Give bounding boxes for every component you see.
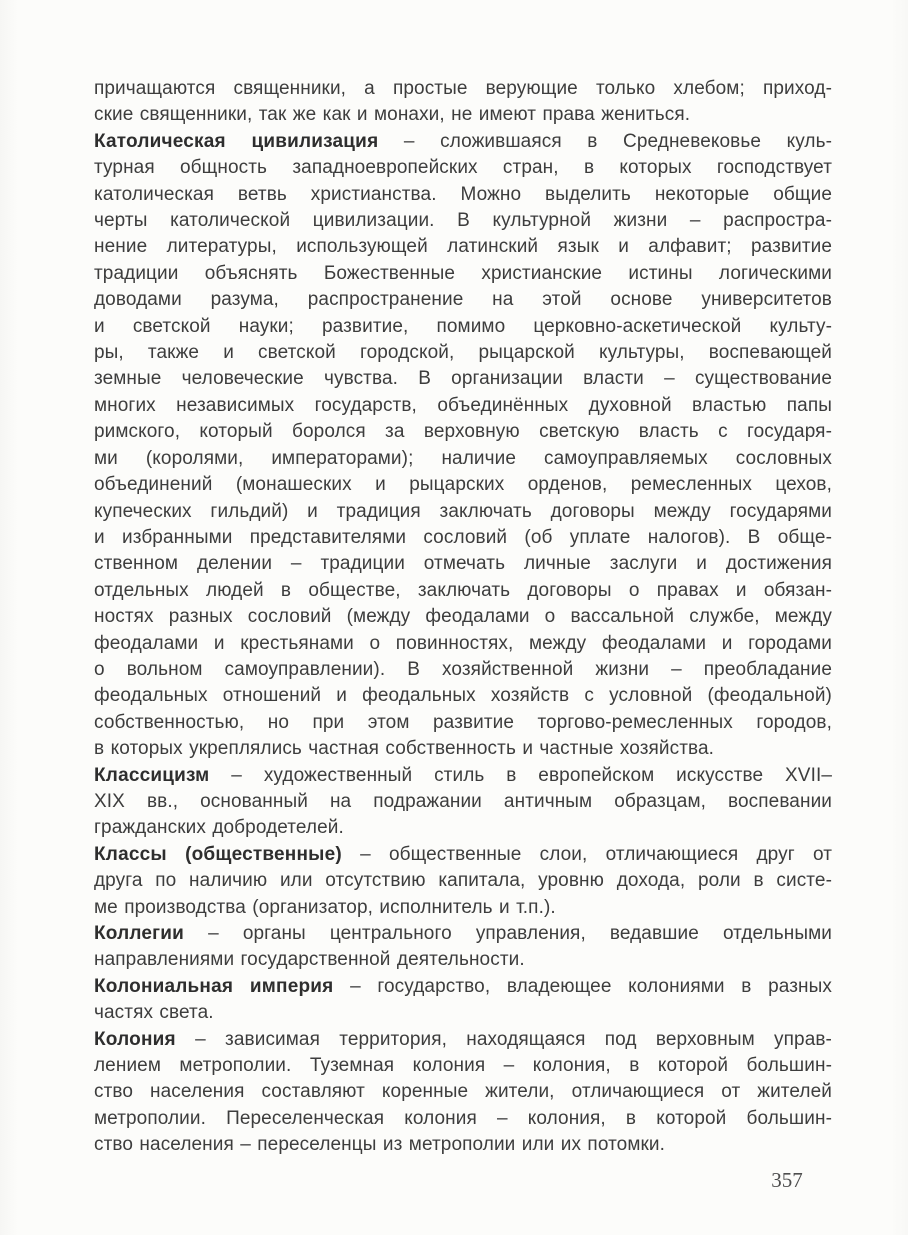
text-line: нение литературы, использующей латинский язык и алфавит; развитие (94, 236, 832, 258)
glossary-term: Классицизм (94, 764, 210, 786)
text-line: турная общность западноевропейских стран, в которых господствует (94, 157, 832, 179)
text-line: феодальных отношений и феодальных хозяйств с условной (феодальной) (94, 685, 832, 707)
text-line: XIX вв., основанный на подражании античным образцам, воспевании (94, 790, 832, 812)
text-line: частях света. (94, 1002, 214, 1024)
text-line: Католическая цивилизация – сложившаяся в Средневековье куль- (94, 130, 832, 152)
glossary-term: Католическая цивилизация (94, 130, 379, 152)
text-line: феодалами и крестьянами о повинностях, между феодалами и городами (94, 632, 832, 654)
glossary-text-block (94, 76, 832, 1159)
text-line: в которых укреплялись частная собственность и частные хозяйства. (94, 738, 715, 760)
text-line: друга по наличию или отсутствию капитала, уровню дохода, роли в систе- (94, 870, 832, 892)
text-line: и светской науки; развитие, помимо церковно-аскетической культу- (94, 315, 832, 337)
text-line: метрополии. Переселенческая колония – колония, в которой большин- (94, 1107, 832, 1129)
text-line: Классицизм – художественный стиль в европейском искусстве XVII– (94, 764, 832, 786)
text-line: ры, также и светской городской, рыцарской культуры, воспевающей (94, 342, 832, 364)
text-line: ственном делении – традиции отмечать личные заслуги и достижения (94, 553, 832, 575)
page-number: 357 (771, 1168, 803, 1192)
text-line: собственностью, но при этом развитие торгово-ремесленных городов, (94, 711, 832, 733)
glossary-term: Классы (общественные) (94, 843, 342, 865)
text-line: ство населения составляют коренные жители, отличающиеся от жителей (94, 1081, 832, 1103)
text-line: ми (королями, императорами); наличие самоуправляемых сословных (94, 447, 832, 469)
text-line: о вольном самоуправлении). В хозяйственной жизни – преобладание (94, 658, 832, 680)
text-line: гражданских добродетелей. (94, 817, 344, 839)
text-line: ме производства (организатор, исполнитель и т.п.). (94, 896, 556, 918)
text-line: объединений (монашеских и рыцарских орденов, ремесленных цехов, (94, 474, 832, 496)
text-line: черты католической цивилизации. В культурной жизни – распростра- (94, 210, 832, 232)
text-line: направлениями государственной деятельности. (94, 949, 525, 971)
text-line: доводами разума, распространение на этой основе университетов (94, 289, 832, 311)
text-line: Колония – зависимая территория, находящаяся под верховным управ- (94, 1028, 832, 1050)
text-line: земные человеческие чувства. В организации власти – существование (94, 368, 832, 390)
text-line: причащаются священники, а простые верующие только хлебом; приход- (94, 78, 832, 99)
text-line: католическая ветвь христианства. Можно выделить некоторые общие (94, 183, 832, 205)
text-line: Колониальная империя – государство, владеющее колониями в разных (94, 975, 832, 997)
text-line: отдельных людей в обществе, заключать договоры о правах и обязан- (94, 579, 832, 601)
text-line: и избранными представителями сословий (об уплате налогов). В обще- (94, 526, 832, 548)
text-line: купеческих гильдий) и традиция заключать договоры между государями (94, 500, 832, 522)
text-line: ностях разных сословий (между феодалами о вассальной службе, между (94, 606, 832, 628)
text-line: ство населения – переселенцы из метрополии или их потомки. (94, 1134, 665, 1156)
glossary-term: Коллегии (94, 923, 185, 944)
text-line: римского, который боролся за верховную светскую власть с государя- (94, 421, 832, 443)
text-line: традиции объяснять Божественные христианские истины логическими (94, 262, 832, 284)
text-line: Коллегии – органы центрального управления, ведавшие отдельными (94, 923, 832, 944)
glossary-term: Колония (94, 1028, 176, 1050)
text-line: Классы (общественные) – общественные слои, отличающиеся друг от (94, 843, 832, 865)
text-line: лением метрополии. Туземная колония – колония, в которой большин- (94, 1055, 832, 1077)
glossary-term: Колониальная империя (94, 975, 334, 997)
text-line: многих независимых государств, объединённых духовной властью папы (94, 394, 832, 416)
text-line: ские священники, так же как и монахи, не имеют права жениться. (94, 104, 691, 126)
